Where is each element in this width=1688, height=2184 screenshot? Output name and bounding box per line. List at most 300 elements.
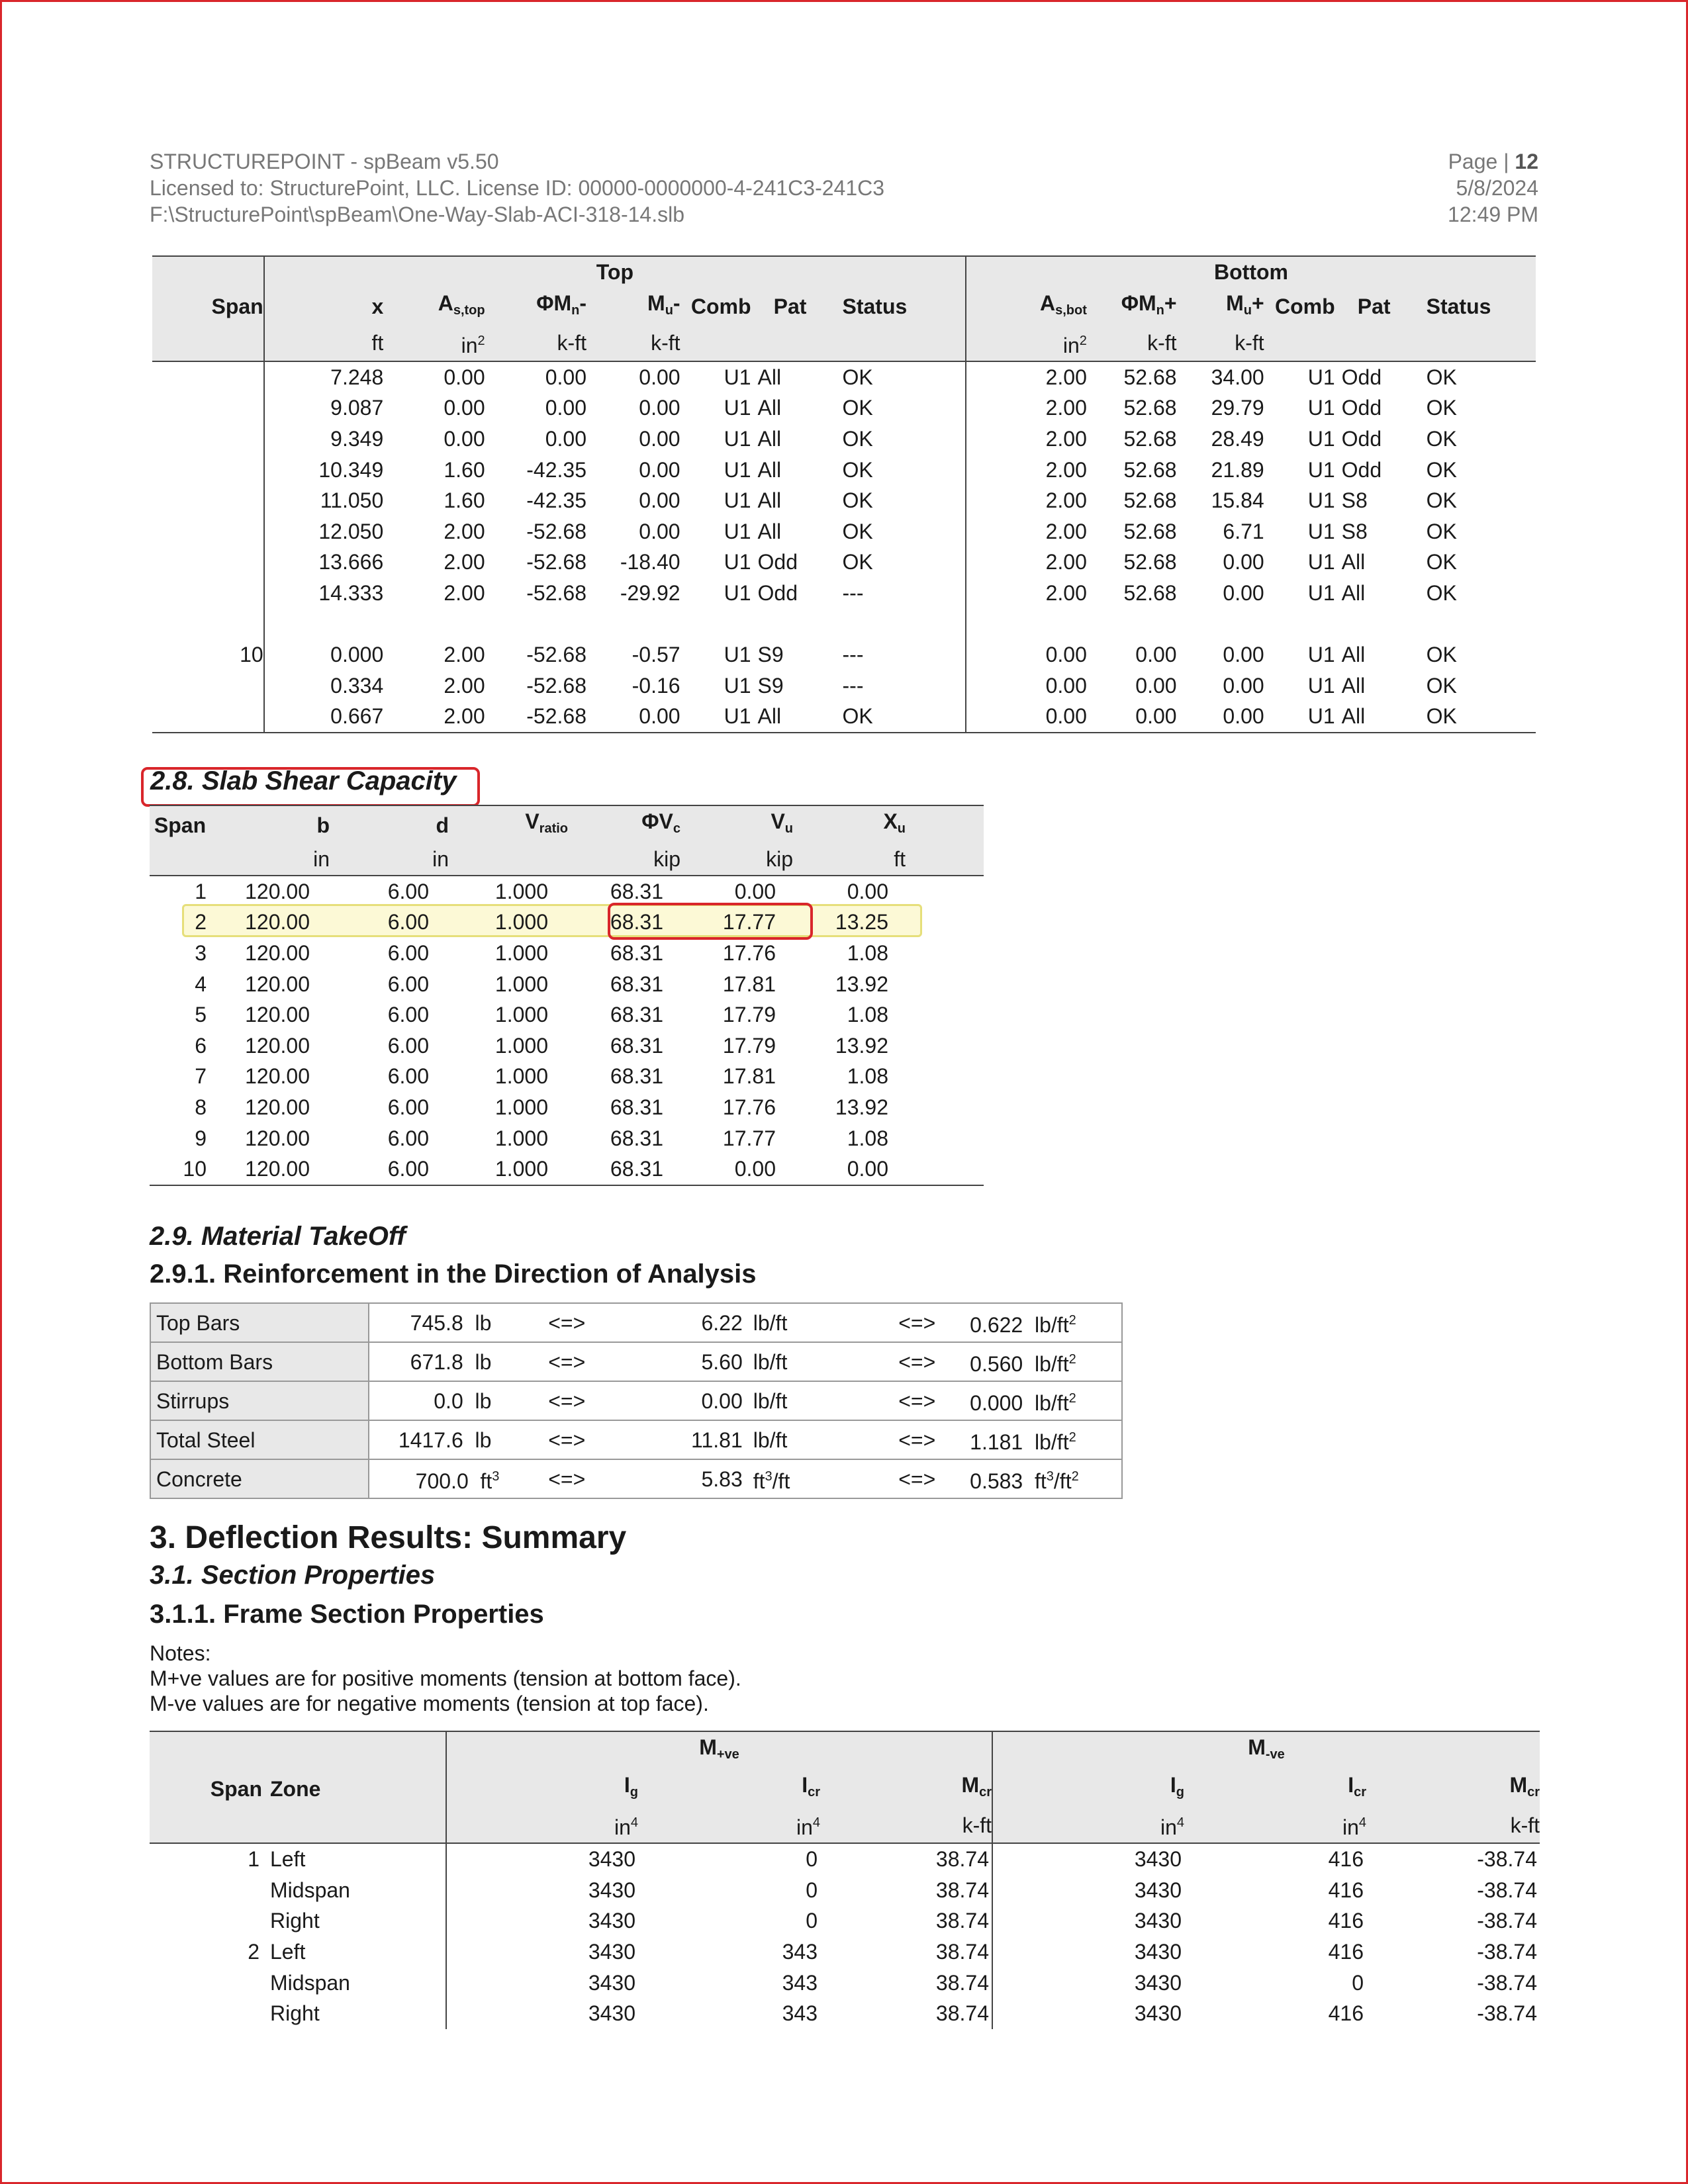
phimn-pos-cell: 0.00 bbox=[1135, 704, 1177, 729]
zone-cell: Midspan bbox=[270, 1878, 350, 1902]
mcr-pos-cell: 38.74 bbox=[935, 1940, 989, 1964]
span-cell bbox=[152, 547, 264, 578]
mu-neg-cell: 0.00 bbox=[639, 365, 680, 389]
vratio-cell: 1.000 bbox=[494, 1095, 548, 1120]
col-pat-bot: Pat bbox=[1357, 295, 1391, 319]
status-bot-cell: OK bbox=[1426, 581, 1457, 606]
total-cell bbox=[369, 1420, 508, 1459]
per-ft-cell bbox=[626, 1381, 745, 1420]
mcr-neg-cell: -38.74 bbox=[1477, 1940, 1537, 1964]
deflection-title: 3. Deflection Results: Summary bbox=[150, 1520, 627, 1555]
table-row bbox=[150, 907, 984, 938]
ig-neg-cell: 3430 bbox=[992, 1936, 1184, 1968]
span-cell: 10 bbox=[240, 643, 263, 667]
b-cell: 120.00 bbox=[245, 1033, 310, 1058]
span-cell: 3 bbox=[195, 941, 207, 966]
total-value: 671.8 bbox=[410, 1349, 463, 1374]
per-area-cell bbox=[963, 1381, 1122, 1420]
table-row bbox=[152, 485, 1536, 516]
status-top-cell: OK bbox=[842, 365, 873, 389]
shear-table bbox=[150, 805, 984, 1186]
mu-neg-cell: -18.40 bbox=[620, 550, 680, 574]
phimn-neg-cell: 0.00 bbox=[545, 396, 586, 420]
arrow-cell: <=> bbox=[507, 1342, 626, 1381]
frame-section-title: 3.1.1. Frame Section Properties bbox=[150, 1600, 544, 1629]
as-top-cell: 0.00 bbox=[444, 396, 485, 420]
phimn-pos-cell: 52.68 bbox=[1123, 550, 1177, 574]
status-top-cell: OK bbox=[842, 519, 873, 543]
comb-top-cell: U1 bbox=[724, 519, 751, 543]
table-row bbox=[152, 392, 1536, 424]
status-bot-cell: OK bbox=[1426, 427, 1457, 451]
phivc-cell: 68.31 bbox=[610, 879, 663, 903]
pat-top-cell: All bbox=[757, 519, 782, 543]
flexure-rows bbox=[152, 361, 1536, 733]
per-area-sup: 3 bbox=[1046, 1469, 1054, 1484]
ig-pos-cell: 3430 bbox=[446, 1998, 638, 2029]
table-row bbox=[150, 1061, 984, 1092]
status-bot-cell: OK bbox=[1426, 457, 1457, 482]
shear-unit-d: in bbox=[432, 847, 449, 872]
notes-label: Notes: bbox=[150, 1641, 211, 1665]
span-cell bbox=[152, 516, 264, 547]
as-bot-cell: 2.00 bbox=[966, 361, 1087, 393]
comb-bot-cell: U1 bbox=[1307, 550, 1335, 574]
table-row bbox=[150, 1843, 1540, 1875]
as-bot-cell: 2.00 bbox=[966, 424, 1087, 455]
status-top-cell: OK bbox=[842, 704, 873, 729]
empty-cell bbox=[906, 1061, 984, 1092]
defl-unit-mcr-pos: k-ft bbox=[962, 1813, 992, 1837]
d-cell: 6.00 bbox=[387, 1033, 429, 1058]
col-status-bot: Status bbox=[1426, 295, 1491, 319]
ig-pos-cell: 3430 bbox=[446, 1905, 638, 1936]
defl-col-icr-neg: $I_{cr}$ bbox=[1348, 1773, 1366, 1799]
span-cell bbox=[152, 701, 264, 733]
mu-pos-cell: 21.89 bbox=[1211, 457, 1264, 482]
vratio-cell: 1.000 bbox=[494, 1064, 548, 1089]
total-unit: lb bbox=[475, 1428, 492, 1452]
comb-top-cell: U1 bbox=[724, 396, 751, 420]
arrow-cell: <=> bbox=[507, 1303, 626, 1342]
pat-bot-cell: All bbox=[1341, 550, 1366, 574]
total-unit-sup: 3 bbox=[492, 1469, 500, 1484]
status-bot-cell: OK bbox=[1426, 519, 1457, 543]
table-row bbox=[150, 1936, 1540, 1968]
icr-neg-cell: 416 bbox=[1328, 1878, 1364, 1902]
xu-cell: 1.08 bbox=[847, 1126, 888, 1150]
defl-col-ig-pos: $I_g$ bbox=[446, 1770, 638, 1807]
vratio-cell: 1.000 bbox=[494, 879, 548, 903]
xu-cell: 13.92 bbox=[835, 972, 888, 996]
as-top-cell: 2.00 bbox=[444, 550, 485, 574]
table-row bbox=[150, 999, 984, 1030]
span-cell bbox=[152, 454, 264, 485]
status-top-cell: OK bbox=[842, 550, 873, 574]
vu-cell: 17.76 bbox=[722, 1095, 776, 1120]
total-cell bbox=[369, 1459, 508, 1498]
comb-top-cell: U1 bbox=[724, 488, 751, 513]
unit-mu-neg: k-ft bbox=[651, 331, 680, 355]
as-top-cell: 2.00 bbox=[444, 704, 485, 729]
b-cell: 120.00 bbox=[245, 1157, 310, 1181]
defl-unit-ig-pos: $in^4$ bbox=[446, 1807, 638, 1843]
empty-cell bbox=[906, 1030, 984, 1062]
mu-pos-cell: 34.00 bbox=[1211, 365, 1264, 389]
as-top-cell: 2.00 bbox=[444, 519, 485, 543]
icr-pos-cell: 0 bbox=[806, 1847, 818, 1872]
as-bot-cell: 0.00 bbox=[966, 701, 1087, 733]
icr-neg-cell: 416 bbox=[1328, 2001, 1364, 2026]
phimn-neg-cell: -52.68 bbox=[526, 673, 586, 698]
shear-unit-vu: kip bbox=[766, 847, 793, 872]
per-area-sup2: 2 bbox=[1071, 1469, 1079, 1484]
arrow-cell: <=> bbox=[507, 1381, 626, 1420]
span-cell bbox=[150, 1905, 262, 1936]
total-unit: ft bbox=[480, 1469, 492, 1493]
note-negative: M-ve values are for negative moments (tension at top face). bbox=[150, 1692, 709, 1715]
defl-col-mcr-pos: $M_{cr}$ bbox=[961, 1773, 992, 1799]
x-cell: 9.349 bbox=[264, 424, 384, 455]
d-cell: 6.00 bbox=[387, 941, 429, 966]
material-name: Concrete bbox=[150, 1459, 369, 1498]
pat-top-cell: All bbox=[757, 427, 782, 451]
phimn-pos-cell: 0.00 bbox=[1135, 673, 1177, 698]
x-cell: 13.666 bbox=[264, 547, 384, 578]
report-date: 5/8/2024 bbox=[1456, 176, 1538, 200]
status-bot-cell: OK bbox=[1426, 704, 1457, 729]
span-cell: 9 bbox=[195, 1126, 207, 1150]
note-positive: M+ve values are for positive moments (tension at bottom face). bbox=[150, 1666, 741, 1690]
as-bot-cell: 0.00 bbox=[966, 670, 1087, 702]
ig-pos-cell: 3430 bbox=[446, 1875, 638, 1906]
xu-cell: 13.92 bbox=[835, 1033, 888, 1058]
status-bot-cell: OK bbox=[1426, 488, 1457, 513]
total-unit: lb bbox=[475, 1349, 492, 1374]
ig-neg-cell: 3430 bbox=[992, 1905, 1184, 1936]
material-name: Total Steel bbox=[150, 1420, 369, 1459]
col-comb-bot: Comb bbox=[1274, 295, 1335, 319]
table-row bbox=[150, 1967, 1540, 1998]
total-cell bbox=[369, 1303, 508, 1342]
shear-col-vu: $V_u$ bbox=[771, 809, 793, 836]
per-ft-unit-cell bbox=[745, 1459, 871, 1498]
d-cell: 6.00 bbox=[387, 1064, 429, 1089]
as-top-cell: 0.00 bbox=[444, 365, 485, 389]
per-ft-unit: lb/ft bbox=[753, 1349, 788, 1374]
as-bot-cell: 2.00 bbox=[966, 516, 1087, 547]
page-label: Page | bbox=[1448, 150, 1515, 173]
d-cell: 6.00 bbox=[387, 1003, 429, 1027]
icr-neg-cell: 416 bbox=[1328, 1847, 1364, 1872]
per-ft-value: 5.60 bbox=[701, 1349, 743, 1374]
status-bot-cell: OK bbox=[1426, 396, 1457, 420]
mcr-neg-cell: -38.74 bbox=[1477, 1847, 1537, 1872]
arrow-cell: <=> bbox=[870, 1303, 963, 1342]
phivc-cell: 68.31 bbox=[610, 1033, 663, 1058]
comb-top-cell: U1 bbox=[724, 704, 751, 729]
table-row bbox=[152, 361, 1536, 393]
comb-bot-cell: U1 bbox=[1307, 704, 1335, 729]
mu-neg-cell: 0.00 bbox=[639, 396, 680, 420]
total-value: 700.0 bbox=[415, 1469, 469, 1493]
span-cell: 2 bbox=[195, 910, 207, 934]
table-row bbox=[150, 1030, 984, 1062]
mu-pos-cell: 6.71 bbox=[1223, 519, 1264, 543]
vratio-cell: 1.000 bbox=[494, 1157, 548, 1181]
per-ft-unit: lb/ft bbox=[753, 1388, 788, 1413]
vu-cell: 17.81 bbox=[722, 1064, 776, 1089]
phimn-pos-cell: 52.68 bbox=[1123, 457, 1177, 482]
arrow-cell: <=> bbox=[507, 1459, 626, 1498]
table-row bbox=[150, 1905, 1540, 1936]
pat-top-cell: All bbox=[757, 457, 782, 482]
table-row bbox=[152, 639, 1536, 670]
comb-bot-cell: U1 bbox=[1307, 519, 1335, 543]
col-mu-pos: $M_u+$ bbox=[1226, 291, 1264, 318]
per-ft-value: 0.00 bbox=[701, 1388, 743, 1413]
status-bot-cell: OK bbox=[1426, 643, 1457, 667]
xu-cell: 0.00 bbox=[847, 879, 888, 903]
ig-neg-cell: 3430 bbox=[992, 1843, 1184, 1875]
per-area-sup: 2 bbox=[1068, 1430, 1076, 1445]
phimn-neg-cell: -52.68 bbox=[526, 704, 586, 729]
col-phimn-pos: $\Phi M_n+$ bbox=[1121, 291, 1177, 318]
table-row bbox=[152, 424, 1536, 455]
per-ft-value: 11.81 bbox=[691, 1428, 743, 1452]
comb-bot-cell: U1 bbox=[1307, 396, 1335, 420]
table-row bbox=[152, 516, 1536, 547]
per-ft-unit: lb/ft bbox=[753, 1428, 788, 1452]
phimn-pos-cell: 52.68 bbox=[1123, 488, 1177, 513]
comb-bot-cell: U1 bbox=[1307, 673, 1335, 698]
b-cell: 120.00 bbox=[245, 879, 310, 903]
x-cell: 14.333 bbox=[264, 578, 384, 609]
per-area-value: 0.622 bbox=[970, 1313, 1023, 1337]
shear-title: 2.8. Slab Shear Capacity bbox=[150, 766, 457, 796]
phivc-cell: 68.31 bbox=[610, 1003, 663, 1027]
mu-pos-cell: 29.79 bbox=[1211, 396, 1264, 420]
d-cell: 6.00 bbox=[387, 972, 429, 996]
shear-col-d: d bbox=[436, 813, 449, 837]
col-mu-neg: $M_u-$ bbox=[647, 291, 680, 318]
total-value: 1417.6 bbox=[398, 1428, 463, 1452]
as-bot-cell: 2.00 bbox=[966, 547, 1087, 578]
table-row bbox=[150, 1122, 984, 1154]
phimn-pos-cell: 0.00 bbox=[1135, 643, 1177, 667]
per-ft-unit-cell bbox=[745, 1342, 871, 1381]
pat-bot-cell: Odd bbox=[1341, 427, 1382, 451]
phivc-cell: 68.31 bbox=[610, 1095, 663, 1120]
pat-bot-cell: S8 bbox=[1341, 519, 1368, 543]
table-row bbox=[152, 701, 1536, 733]
b-cell: 120.00 bbox=[245, 1095, 310, 1120]
flexure-table bbox=[152, 255, 1536, 733]
vu-cell: 17.79 bbox=[722, 1033, 776, 1058]
mu-neg-cell: -0.16 bbox=[632, 673, 680, 698]
shear-col-xu: $X_u$ bbox=[883, 809, 906, 836]
mcr-neg-cell: -38.74 bbox=[1477, 1970, 1537, 1995]
defl-col-mcr-neg: $M_{cr}$ bbox=[1509, 1773, 1540, 1799]
defl-col-ig-neg: $I_g$ bbox=[992, 1770, 1184, 1807]
defl-unit-mcr-neg: k-ft bbox=[1510, 1813, 1540, 1837]
as-top-cell: 1.60 bbox=[444, 457, 485, 482]
mu-pos-cell: 0.00 bbox=[1223, 704, 1264, 729]
table-row bbox=[150, 968, 984, 999]
arrow-cell: <=> bbox=[870, 1459, 963, 1498]
per-area-cell bbox=[963, 1342, 1122, 1381]
col-phimn-neg: $\Phi M_n-$ bbox=[536, 291, 586, 318]
per-area-sup: 2 bbox=[1068, 1352, 1076, 1367]
status-top-cell: --- bbox=[842, 673, 864, 698]
span-cell bbox=[152, 424, 264, 455]
table-row bbox=[150, 1092, 984, 1123]
as-top-cell: 0.00 bbox=[444, 427, 485, 451]
unit-phimn-pos: k-ft bbox=[1147, 331, 1177, 355]
deflection-rows bbox=[150, 1843, 1540, 2029]
status-bot-cell: OK bbox=[1426, 550, 1457, 574]
per-area-unit: lb/ft bbox=[1035, 1313, 1069, 1337]
pat-top-cell: Odd bbox=[757, 581, 798, 606]
phimn-pos-cell: 52.68 bbox=[1123, 365, 1177, 389]
icr-pos-cell: 343 bbox=[782, 1940, 818, 1964]
takeoff-title: 2.9. Material TakeOff bbox=[150, 1222, 406, 1251]
defl-col-icr-pos: $I_{cr}$ bbox=[802, 1773, 820, 1799]
icr-neg-cell: 0 bbox=[1352, 1970, 1364, 1995]
per-ft-unit2: /ft bbox=[772, 1469, 790, 1493]
comb-top-cell: U1 bbox=[724, 457, 751, 482]
frame-section-table bbox=[150, 1731, 1540, 2029]
as-top-cell: 2.00 bbox=[444, 581, 485, 606]
unit-mu-pos: k-ft bbox=[1235, 331, 1264, 355]
empty-cell bbox=[906, 1092, 984, 1123]
unit-as-bot: $in^2$ bbox=[966, 326, 1087, 361]
b-cell: 120.00 bbox=[245, 941, 310, 966]
x-cell: 0.334 bbox=[264, 670, 384, 702]
zone-cell: Left bbox=[270, 1847, 306, 1872]
pat-top-cell: All bbox=[757, 704, 782, 729]
x-cell: 0.667 bbox=[264, 701, 384, 733]
phivc-cell: 68.31 bbox=[610, 1064, 663, 1089]
total-value: 0.0 bbox=[434, 1388, 463, 1413]
pat-top-cell: All bbox=[757, 396, 782, 420]
unit-as-top: $in^2$ bbox=[461, 333, 485, 357]
table-row bbox=[150, 1998, 1540, 2029]
vu-cell: 0.00 bbox=[734, 879, 776, 903]
comb-top-cell: U1 bbox=[724, 673, 751, 698]
per-ft-cell bbox=[626, 1303, 745, 1342]
mu-neg-cell: 0.00 bbox=[639, 457, 680, 482]
vratio-cell: 1.000 bbox=[494, 941, 548, 966]
span-cell: 2 bbox=[248, 1940, 259, 1964]
defl-col-span: Span bbox=[210, 1776, 262, 1801]
group-m-neg: $M_{-ve}$ bbox=[992, 1731, 1540, 1770]
vu-cell: 17.77 bbox=[722, 910, 776, 934]
span-cell: 6 bbox=[195, 1033, 207, 1058]
xu-cell: 1.08 bbox=[847, 941, 888, 966]
report-header bbox=[150, 148, 884, 228]
material-name: Bottom Bars bbox=[150, 1342, 369, 1381]
xu-cell: 1.08 bbox=[847, 1064, 888, 1089]
vratio-cell: 1.000 bbox=[494, 972, 548, 996]
status-top-cell: OK bbox=[842, 427, 873, 451]
pat-top-cell: Odd bbox=[757, 550, 798, 574]
span-cell: 1 bbox=[248, 1847, 259, 1872]
span-cell bbox=[150, 1998, 262, 2029]
phivc-cell: 68.31 bbox=[610, 1157, 663, 1181]
comb-top-cell: U1 bbox=[724, 581, 751, 606]
icr-pos-cell: 0 bbox=[806, 1878, 818, 1902]
takeoff-table bbox=[150, 1302, 1123, 1499]
empty-cell bbox=[906, 876, 984, 907]
b-cell: 120.00 bbox=[245, 910, 310, 934]
status-bot-cell: OK bbox=[1426, 673, 1457, 698]
span-cell: 8 bbox=[195, 1095, 207, 1120]
per-ft-unit-cell bbox=[745, 1420, 871, 1459]
pat-bot-cell: S8 bbox=[1341, 488, 1368, 513]
pat-bot-cell: Odd bbox=[1341, 365, 1382, 389]
as-bot-cell: 2.00 bbox=[966, 454, 1087, 485]
defl-col-zone: Zone bbox=[270, 1776, 321, 1801]
as-bot-cell: 2.00 bbox=[966, 485, 1087, 516]
per-area-sup: 2 bbox=[1068, 1391, 1076, 1406]
xu-cell: 0.00 bbox=[847, 1157, 888, 1181]
x-cell: 12.050 bbox=[264, 516, 384, 547]
col-as-top: $A_{s,top}$ bbox=[438, 291, 485, 318]
span-cell: 4 bbox=[195, 972, 207, 996]
x-cell: 0.000 bbox=[264, 639, 384, 670]
pat-top-cell: All bbox=[757, 488, 782, 513]
unit-x: ft bbox=[264, 326, 384, 361]
mu-pos-cell: 15.84 bbox=[1211, 488, 1264, 513]
per-area-unit: ft bbox=[1035, 1469, 1047, 1493]
defl-unit-icr-neg: $in^4$ bbox=[1342, 1815, 1366, 1839]
table-row bbox=[152, 578, 1536, 609]
mu-neg-cell: 0.00 bbox=[639, 704, 680, 729]
status-top-cell: --- bbox=[842, 581, 864, 606]
per-ft-cell bbox=[626, 1342, 745, 1381]
per-ft-sup: 3 bbox=[765, 1469, 773, 1484]
group-top: Top bbox=[264, 256, 966, 288]
arrow-cell: <=> bbox=[870, 1420, 963, 1459]
ig-pos-cell: 3430 bbox=[446, 1967, 638, 1998]
d-cell: 6.00 bbox=[387, 1126, 429, 1150]
status-bot-cell: OK bbox=[1426, 365, 1457, 389]
license-info: Licensed to: StructurePoint, LLC. License ID: 00000-0000000-4-241C3-241C3 bbox=[150, 176, 885, 200]
phimn-neg-cell: -42.35 bbox=[526, 488, 586, 513]
shear-col-phivc: $\Phi V_c$ bbox=[641, 809, 680, 836]
ig-neg-cell: 3430 bbox=[992, 1998, 1184, 2029]
pat-top-cell: S9 bbox=[757, 643, 784, 667]
comb-bot-cell: U1 bbox=[1307, 427, 1335, 451]
per-ft-cell bbox=[626, 1420, 745, 1459]
comb-bot-cell: U1 bbox=[1307, 488, 1335, 513]
mu-neg-cell: -29.92 bbox=[620, 581, 680, 606]
per-area-sup: 2 bbox=[1068, 1313, 1076, 1328]
takeoff-row bbox=[150, 1342, 1122, 1381]
mu-neg-cell: -0.57 bbox=[632, 643, 680, 667]
arrow-cell: <=> bbox=[870, 1342, 963, 1381]
icr-neg-cell: 416 bbox=[1328, 1940, 1364, 1964]
vu-cell: 17.76 bbox=[722, 941, 776, 966]
span-cell bbox=[152, 670, 264, 702]
vratio-cell: 1.000 bbox=[494, 1126, 548, 1150]
mcr-pos-cell: 38.74 bbox=[935, 1970, 989, 1995]
phimn-neg-cell: -52.68 bbox=[526, 643, 586, 667]
phimn-pos-cell: 52.68 bbox=[1123, 519, 1177, 543]
takeoff-row bbox=[150, 1381, 1122, 1420]
total-unit: lb bbox=[475, 1388, 492, 1413]
